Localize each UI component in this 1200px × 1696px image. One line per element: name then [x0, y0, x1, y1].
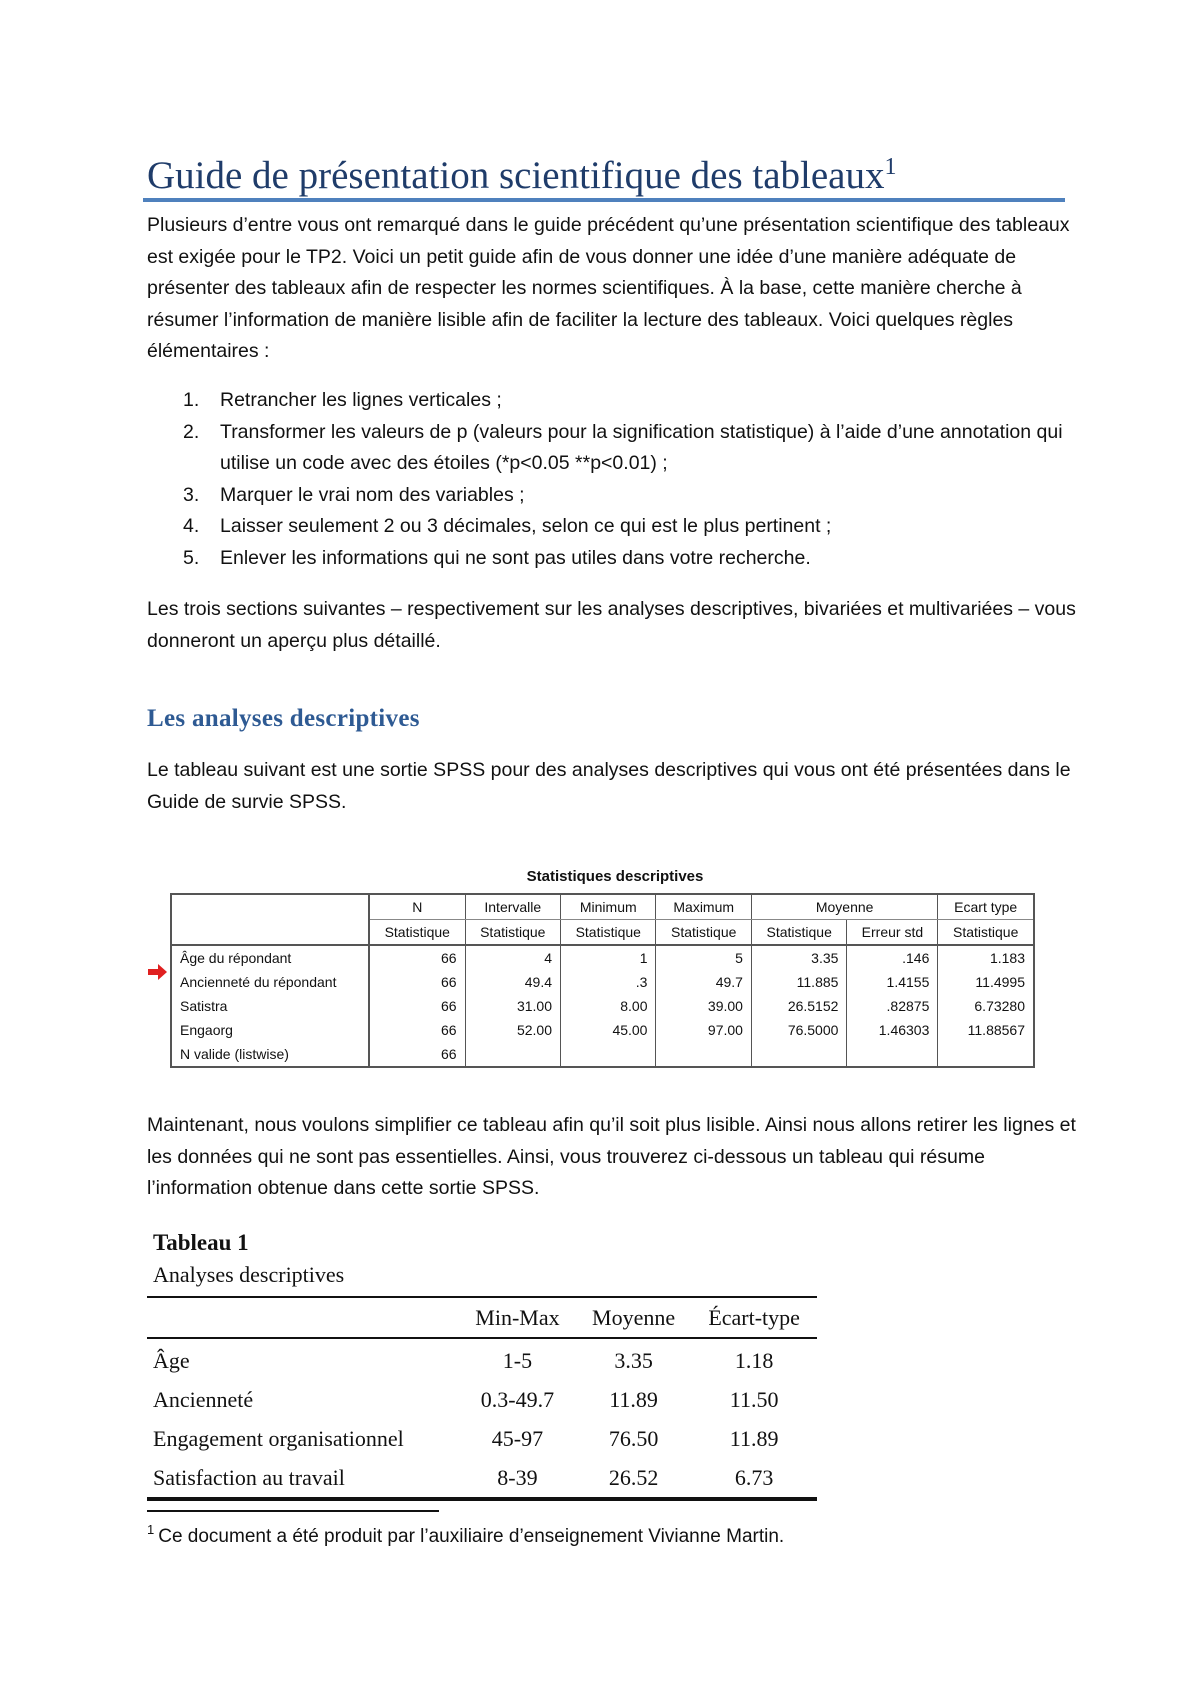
table-cell: 97.00	[656, 1018, 751, 1042]
table-cell: 39.00	[656, 994, 751, 1018]
list-item-text: Enlever les informations qui ne sont pas utiles dans votre recherche.	[220, 546, 811, 569]
table-cell: 26.5152	[751, 994, 846, 1018]
intro-paragraph: Plusieurs d’entre vous ont remarqué dans le guide précédent qu’une présentation scientifique des tableaux est exigée pour le TP2. Voici un petit guide afin de vous donner une idée d’une manière adéquate de présenter des tableaux afin de respecter les normes scientifiques. À la base, cette manière cherche à résumer l’information de manière lisible afin de faciliter la lecture des tableaux. Voici quelques règles élémentaires :	[147, 214, 1070, 362]
spss-header: Intervalle	[465, 894, 560, 920]
table-row	[147, 1458, 817, 1499]
table-cell: 76.5000	[751, 1018, 846, 1042]
list-item-text: Laisser seulement 2 ou 3 décimales, selon ce qui est le plus pertinent ;	[220, 515, 832, 537]
table-cell-empty	[656, 1042, 751, 1067]
row-label: Engaorg	[171, 1018, 369, 1042]
table-cell: 11.4995	[938, 970, 1034, 994]
apa-header: Min-Max	[459, 1297, 576, 1338]
list-item-text: Transformer les valeurs de p (valeurs pour la signification statistique) à l’aide d’une annotation qui utilise un code avec des étoiles (*p<0.05 **p<0.01) ;	[220, 420, 1063, 474]
table-cell: 66	[369, 945, 465, 970]
table-cell: 49.4	[465, 970, 560, 994]
section-heading-descriptives: Les analyses descriptives	[147, 705, 420, 732]
table-cell: .3	[561, 970, 656, 994]
red-arrow-icon	[148, 963, 168, 981]
spss-header: N	[369, 894, 465, 920]
table-cell: 1.183	[938, 945, 1034, 970]
descriptives-paragraph: Le tableau suivant est une sortie SPSS pour des analyses descriptives qui vous ont été présentées dans le Guide de survie SPSS.	[147, 759, 1071, 813]
table-row	[171, 994, 1034, 1018]
table-row	[171, 945, 1034, 970]
table-cell: 1.46303	[847, 1018, 938, 1042]
row-label: Ancienneté du répondant	[171, 970, 369, 994]
table-cell: 26.52	[576, 1458, 691, 1499]
title-underline	[143, 198, 1065, 202]
table-row	[171, 1018, 1034, 1042]
row-label: Âge	[153, 1347, 190, 1373]
table-cell: 4	[465, 945, 560, 970]
table-cell-empty	[561, 1042, 656, 1067]
apa-header: Moyenne	[576, 1297, 691, 1338]
list-item-number: 5.	[183, 546, 200, 569]
spss-header: Minimum	[561, 894, 656, 920]
table-cell-empty	[751, 1042, 846, 1067]
list-item-text: Marquer le vrai nom des variables ;	[220, 483, 525, 506]
list-item	[147, 480, 1077, 512]
table-cell: 52.00	[465, 1018, 560, 1042]
table-row	[147, 1338, 817, 1380]
table-cell: 11.89	[609, 1386, 658, 1412]
spss-subheader: Statistique	[465, 920, 560, 946]
table-cell: 11.885	[751, 970, 846, 994]
table-cell: 66	[369, 1042, 465, 1067]
table-cell: 5	[656, 945, 751, 970]
list-item-number: 2.	[183, 420, 200, 443]
table-cell: 6.73	[691, 1458, 817, 1499]
table-cell: 1	[561, 945, 656, 970]
table-cell: 31.00	[465, 994, 560, 1018]
table-cell: 3.35	[614, 1347, 653, 1373]
spss-header: Maximum	[656, 894, 751, 920]
table-cell: 66	[369, 1018, 465, 1042]
table-cell: 66	[369, 970, 465, 994]
spss-corner-cell	[171, 894, 369, 945]
spss-subheader: Statistique	[561, 920, 656, 946]
list-item-number: 3.	[183, 483, 200, 506]
spss-descriptive-table	[170, 893, 1035, 1068]
table-row	[171, 1042, 1034, 1067]
table-cell: .146	[847, 945, 938, 970]
spss-header: Ecart type	[938, 894, 1034, 920]
spss-subheader: Erreur std	[847, 920, 938, 946]
table-cell: 3.35	[751, 945, 846, 970]
apa-header: Écart-type	[691, 1297, 817, 1338]
table-cell: 0.3-49.7	[480, 1386, 555, 1412]
row-label: Âge du répondant	[171, 945, 369, 970]
page-title	[147, 143, 1067, 200]
spss-subheader: Statistique	[656, 920, 751, 946]
row-label: Engagement organisationnel	[153, 1425, 404, 1451]
list-item	[147, 417, 1077, 480]
table-cell: 8.00	[561, 994, 656, 1018]
footnote-number: 1	[147, 1522, 155, 1537]
table-cell: 6.73280	[938, 994, 1034, 1018]
footnote	[147, 1522, 784, 1548]
list-item-text: Retrancher les lignes verticales ;	[220, 389, 502, 411]
spss-subheader: Statistique	[369, 920, 465, 946]
table-cell: 11.50	[729, 1386, 779, 1412]
table-cell: 11.89	[729, 1425, 779, 1451]
table-cell: 45.00	[561, 1018, 656, 1042]
footnote-separator	[147, 1510, 439, 1512]
table-cell: 66	[369, 994, 465, 1018]
red-arrow-shape	[148, 964, 167, 980]
title-footnote-ref[interactable]: 1	[884, 154, 897, 180]
row-label: Ancienneté	[153, 1386, 254, 1412]
list-item-number: 4.	[183, 515, 200, 537]
row-label: Satistra	[171, 994, 369, 1018]
apa-header-empty	[147, 1297, 459, 1338]
footnote-text: Ce document a été produit par l’auxiliaire d’enseignement Vivianne Martin.	[158, 1526, 785, 1547]
spss-table-title: Statistiques descriptives	[526, 868, 704, 885]
sections-paragraph: Les trois sections suivantes – respectivement sur les analyses descriptives, bivariées et multivariées – vous donneront un aperçu plus détaillé.	[147, 598, 1076, 652]
apa-summary-table	[147, 1296, 817, 1501]
table-row	[147, 1419, 817, 1458]
spss-header: Moyenne	[751, 894, 937, 920]
table-cell: 11.88567	[938, 1018, 1034, 1042]
table-cell: 1.18	[734, 1347, 774, 1373]
table-cell: 8-39	[459, 1458, 576, 1499]
table-cell: 45-97	[491, 1425, 544, 1451]
row-label: Satisfaction au travail	[147, 1458, 459, 1499]
table-cell: 49.7	[656, 970, 751, 994]
spss-subheader: Statistique	[751, 920, 846, 946]
table-row	[171, 970, 1034, 994]
table1-label: Tableau 1	[153, 1230, 249, 1255]
table-cell-empty	[938, 1042, 1034, 1067]
table-cell-empty	[847, 1042, 938, 1067]
row-label: N valide (listwise)	[171, 1042, 369, 1067]
table-cell: .82875	[847, 994, 938, 1018]
list-item	[147, 385, 1077, 417]
table1-caption: Analyses descriptives	[153, 1262, 345, 1287]
list-item	[147, 543, 1077, 575]
table-row	[147, 1380, 817, 1419]
table-cell: 76.50	[608, 1425, 659, 1451]
list-item	[147, 511, 1077, 543]
table-cell: 1-5	[502, 1347, 533, 1373]
rules-list	[147, 385, 1077, 574]
spss-subheader: Statistique	[938, 920, 1034, 946]
title-text: Guide de présentation scientifique des tableaux	[147, 154, 885, 197]
simplify-paragraph: Maintenant, nous voulons simplifier ce tableau afin qu’il soit plus lisible. Ainsi nous allons retirer les lignes et les données qui ne sont pas essentielles. Ainsi, vous trouverez ci-dessous un tableau qui résume l’information obtenue dans cette sortie SPSS.	[147, 1114, 1076, 1199]
table-cell-empty	[465, 1042, 560, 1067]
list-item-number: 1.	[183, 389, 200, 411]
table-cell: 1.4155	[847, 970, 938, 994]
